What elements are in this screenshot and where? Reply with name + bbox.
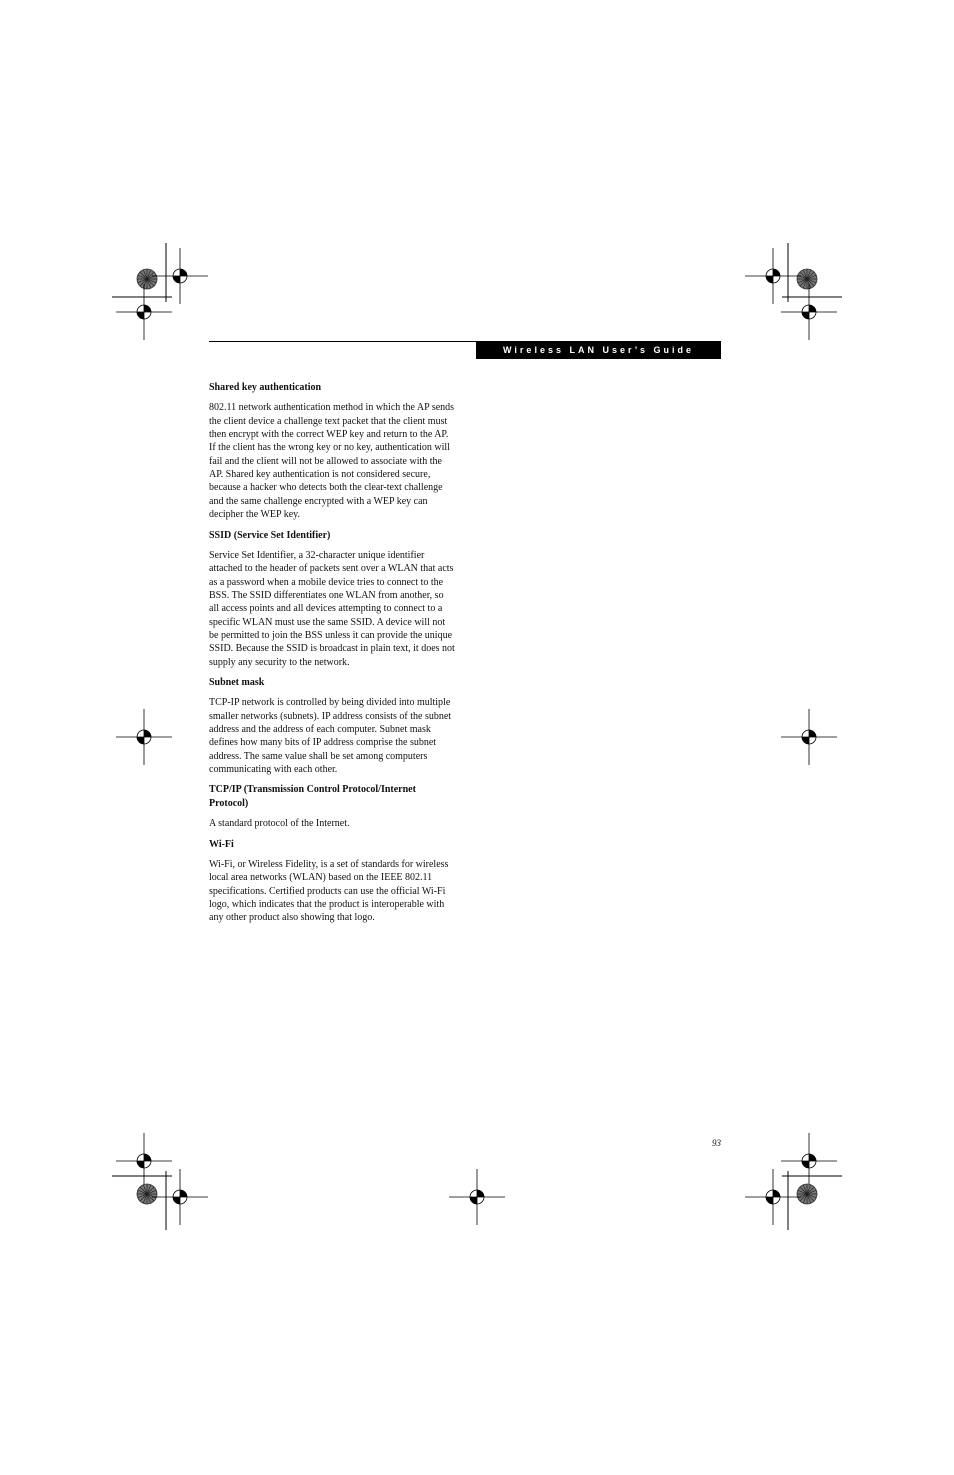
glossary-term: Shared key authentication <box>209 382 322 393</box>
glossary-term: Wi-Fi <box>209 838 234 850</box>
glossary-term: SSID (Service Set Identifier) <box>209 529 331 541</box>
glossary-column <box>209 381 455 932</box>
glossary-definition: A standard protocol of the Internet. <box>209 818 350 830</box>
glossary-term: TCP/IP (Transmission Control Protocol/Internet Protocol) <box>209 784 416 809</box>
glossary-term: Subnet mask <box>209 677 265 688</box>
page-number: 93 <box>712 1138 721 1148</box>
glossary-definition: TCP-IP network is controlled by being divided into multiple smaller networks (subnets). IP address consists of the subnet address and the address of each computer. Subnet mask defines how many bits of IP address comprise the subnet address. The same value shall be set among computers communicating with each other. <box>209 697 452 776</box>
glossary-definition: 802.11 network authentication method in which the AP sends the client device a challenge text packet that the client must then encrypt with the correct WEP key and return to the AP. If the client has the wrong key or no key, authentication will fail and the client will not be allowed to associate with the AP. Shared key authentication is not considered secure, because a hacker who detects both the clear-text challenge and the same challenge encrypted with a WEP key can decipher the WEP key. <box>209 402 455 521</box>
running-header: Wireless LAN User’s Guide <box>476 342 721 359</box>
glossary-definition: Wi-Fi, or Wireless Fidelity, is a set of standards for wireless local area networks (WLAN) based on the IEEE 802.11 specifications. Certified products can use the official Wi-Fi logo, which indicates that the product is interoperable with any other product also showing that logo. <box>209 859 449 924</box>
glossary-definition: Service Set Identifier, a 32-character unique identifier attached to the header of packets sent over a WLAN that acts as a password when a mobile device tries to connect to the BSS. The SSID differentiates one WLAN from another, so all access points and all devices attempting to connect to a specific WLAN must use the same SSID. A device will not be permitted to join the BSS unless it can provide the unique SSID. Because the SSID is broadcast in plain text, it does not supply any security to the network. <box>209 549 455 668</box>
